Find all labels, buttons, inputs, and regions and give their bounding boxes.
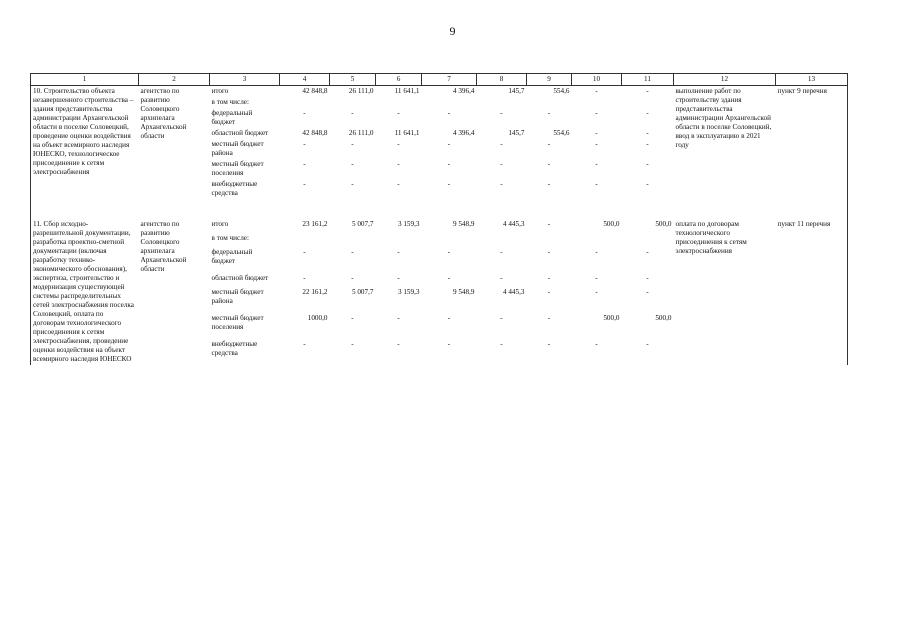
funding-value: - bbox=[646, 109, 649, 117]
funding-value: 23 161,2 bbox=[302, 220, 328, 228]
funding-value: - bbox=[547, 314, 551, 323]
funding-value: - bbox=[595, 248, 598, 257]
funding-value: - bbox=[646, 160, 649, 168]
funding-value: 3 159,3 bbox=[397, 220, 420, 228]
funding-value: - bbox=[351, 340, 354, 349]
funding-value: - bbox=[547, 288, 551, 297]
funding-value: 22 161,2 bbox=[302, 288, 328, 297]
funding-source-label: федеральный бюджет bbox=[211, 109, 253, 126]
funding-value: - bbox=[397, 109, 400, 117]
funding-value: - bbox=[547, 160, 551, 168]
funding-value: - bbox=[646, 274, 649, 283]
funding-value: - bbox=[646, 340, 649, 349]
funding-value: - bbox=[351, 160, 354, 168]
funding-value: - bbox=[303, 140, 306, 148]
row-separator bbox=[31, 199, 848, 219]
funding-value bbox=[330, 233, 376, 247]
funding-value: - bbox=[351, 180, 354, 188]
funding-value: - bbox=[500, 180, 503, 188]
funding-value: - bbox=[500, 340, 503, 349]
funding-value: - bbox=[547, 220, 551, 228]
funding-value: - bbox=[351, 248, 354, 257]
funding-value: - bbox=[351, 274, 354, 283]
funding-value: - bbox=[303, 109, 306, 117]
column-header: 13 bbox=[776, 74, 848, 86]
column-header: 5 bbox=[330, 74, 376, 86]
funding-value bbox=[477, 97, 527, 108]
funding-value: - bbox=[303, 160, 306, 168]
funding-value: 5 007,7 bbox=[351, 288, 374, 297]
funding-source-label: внебюджетные средства bbox=[211, 180, 258, 197]
activity-name: 10. Строительство объекта незавершенного строительства – здания представительства администрации Архангельской области в поселке Соловецкий, проведение оценки воздействия на объект всемирного наследия ЮНЕСКО, технологическое присоединение к сетям электроснабжения bbox=[31, 86, 139, 200]
funding-value: - bbox=[447, 140, 451, 148]
funding-value: - bbox=[447, 180, 451, 188]
funding-value: - bbox=[547, 109, 551, 117]
funding-value: 500,0 bbox=[655, 220, 672, 228]
funding-value bbox=[572, 233, 622, 247]
funding-source-label: в том числе: bbox=[211, 98, 249, 106]
funding-value bbox=[280, 97, 330, 108]
funding-value: - bbox=[303, 274, 306, 283]
funding-value: 554,6 bbox=[553, 129, 570, 137]
funding-value bbox=[376, 97, 422, 108]
funding-value: - bbox=[447, 160, 451, 168]
funding-value: 26 111,0 bbox=[348, 129, 374, 137]
funding-value: 4 396,4 bbox=[452, 129, 475, 137]
funding-value: 5 007,7 bbox=[351, 220, 374, 228]
funding-value: - bbox=[646, 129, 649, 137]
funding-value: - bbox=[397, 140, 400, 148]
funding-value: - bbox=[646, 140, 649, 148]
funding-value: - bbox=[397, 248, 400, 257]
funding-value: - bbox=[303, 180, 306, 188]
funding-value: - bbox=[500, 274, 503, 283]
column-header: 8 bbox=[477, 74, 527, 86]
funding-value: - bbox=[646, 288, 649, 297]
expected-result: оплата по договорам технологического присоединения к сетям электроснабжения bbox=[675, 220, 747, 255]
funding-value bbox=[572, 97, 622, 108]
funding-value bbox=[376, 233, 422, 247]
funding-value: 4 396,4 bbox=[452, 87, 475, 95]
funding-value: - bbox=[547, 340, 551, 349]
funding-source-label: федеральный бюджет bbox=[211, 248, 253, 266]
funding-value: 9 548,9 bbox=[452, 288, 475, 297]
list-reference: пункт 11 перечня bbox=[776, 219, 848, 365]
funding-value: - bbox=[595, 109, 598, 117]
funding-value bbox=[477, 233, 527, 247]
funding-value: - bbox=[547, 274, 551, 283]
table-body bbox=[31, 86, 848, 366]
funding-value: - bbox=[595, 140, 598, 148]
funding-value: - bbox=[500, 160, 503, 168]
funding-source-label: внебюджетные средства bbox=[211, 340, 258, 358]
funding-value bbox=[422, 233, 477, 247]
executor: агентство по развитию Соловецкого архипелага Архангельской области bbox=[140, 87, 187, 140]
funding-value: 42 848,8 bbox=[302, 129, 328, 137]
column-header: 10 bbox=[572, 74, 622, 86]
funding-source-label: местный бюджет поселения bbox=[211, 160, 264, 177]
page-number: 9 bbox=[449, 24, 456, 38]
column-header: 12 bbox=[674, 74, 776, 86]
funding-value: - bbox=[646, 180, 649, 188]
funding-value: - bbox=[595, 129, 598, 137]
funding-value bbox=[527, 233, 572, 247]
column-header-row bbox=[31, 74, 848, 86]
column-header: 6 bbox=[376, 74, 422, 86]
funding-source-label: областной бюджет bbox=[211, 274, 269, 283]
funding-value: - bbox=[303, 248, 306, 257]
funding-value: - bbox=[447, 314, 451, 323]
funding-value: - bbox=[500, 248, 503, 257]
funding-value: - bbox=[351, 314, 354, 323]
funding-value: - bbox=[397, 314, 400, 323]
funding-value: - bbox=[397, 274, 400, 283]
funding-value: - bbox=[595, 160, 598, 168]
funding-source-label: в том числе: bbox=[211, 234, 249, 243]
funding-source-label: итого bbox=[211, 220, 229, 228]
funding-value: - bbox=[595, 274, 598, 283]
funding-value: - bbox=[500, 140, 503, 148]
funding-value: - bbox=[646, 248, 649, 257]
funding-value: 26 111,0 bbox=[348, 87, 374, 95]
funding-value: - bbox=[595, 288, 598, 297]
funding-value: 9 548,9 bbox=[452, 220, 475, 228]
funding-source-label: итого bbox=[211, 87, 229, 95]
table-row bbox=[31, 86, 848, 98]
funding-source-label: местный бюджет района bbox=[211, 288, 264, 306]
funding-value: - bbox=[595, 180, 598, 188]
funding-value: - bbox=[303, 340, 306, 349]
funding-value: 42 848,8 bbox=[302, 87, 328, 95]
funding-value: - bbox=[397, 160, 400, 168]
funding-value: 11 641,1 bbox=[394, 87, 420, 95]
program-table bbox=[30, 73, 848, 365]
funding-source-label: областной бюджет bbox=[211, 129, 269, 137]
funding-source-label: местный бюджет поселения bbox=[211, 314, 264, 332]
activity-name: 11. Сбор исходно-разрешительной документации, разработка проектно-сметной документации (включая разработку технико-экономического обоснования), экспертиза, строительство и модернизация существующей системы распределительных сетей электроснабжения поселка Соловецкий, оплата по договорам технологического присоединения к сетям электроснабжения, проведение оценки воздействия на объект всемирного наследия ЮНЕСКО bbox=[31, 219, 139, 365]
funding-value: - bbox=[397, 340, 400, 349]
column-header: 7 bbox=[422, 74, 477, 86]
funding-value bbox=[330, 97, 376, 108]
funding-value bbox=[622, 97, 674, 108]
executor: агентство по развитию Соловецкого архипелага Архангельской области bbox=[140, 220, 187, 273]
funding-value bbox=[422, 97, 477, 108]
funding-value: 500,0 bbox=[603, 314, 620, 323]
funding-value: - bbox=[500, 109, 503, 117]
funding-value: - bbox=[447, 109, 451, 117]
funding-value bbox=[527, 97, 572, 108]
funding-source-label: местный бюджет района bbox=[211, 140, 264, 157]
funding-value: 11 641,1 bbox=[394, 129, 420, 137]
funding-value: 1000,0 bbox=[307, 314, 328, 323]
table-row bbox=[31, 219, 848, 233]
funding-value: 3 159,3 bbox=[397, 288, 420, 297]
funding-value: - bbox=[447, 248, 451, 257]
funding-value: 4 445,3 bbox=[502, 288, 525, 297]
funding-value bbox=[280, 233, 330, 247]
funding-value: - bbox=[595, 87, 598, 95]
column-header: 3 bbox=[210, 74, 280, 86]
funding-value: - bbox=[351, 109, 354, 117]
funding-value: 500,0 bbox=[655, 314, 672, 323]
funding-value bbox=[622, 233, 674, 247]
funding-value: - bbox=[646, 87, 649, 95]
funding-value: - bbox=[547, 248, 551, 257]
column-header: 9 bbox=[527, 74, 572, 86]
funding-value: 4 445,3 bbox=[502, 220, 525, 228]
funding-value: 554,6 bbox=[553, 87, 570, 95]
funding-value: 500,0 bbox=[603, 220, 620, 228]
funding-value: - bbox=[547, 140, 551, 148]
funding-value: 145,7 bbox=[508, 87, 525, 95]
funding-value: 145,7 bbox=[508, 129, 525, 137]
column-header: 4 bbox=[280, 74, 330, 86]
column-header: 1 bbox=[31, 74, 139, 86]
funding-value: - bbox=[447, 274, 451, 283]
list-reference: пункт 9 перечня bbox=[776, 86, 848, 200]
column-header: 11 bbox=[622, 74, 674, 86]
funding-value: - bbox=[595, 340, 598, 349]
funding-value: - bbox=[397, 180, 400, 188]
funding-value: - bbox=[447, 340, 451, 349]
funding-value: - bbox=[500, 314, 503, 323]
expected-result: выполнение работ по строительству здания представительства администрации Архангельской области в поселке Соловецкий, ввод в эксплуатацию в 2021 году bbox=[675, 87, 772, 149]
funding-value: - bbox=[351, 140, 354, 148]
column-header: 2 bbox=[139, 74, 210, 86]
funding-value: - bbox=[547, 180, 551, 188]
